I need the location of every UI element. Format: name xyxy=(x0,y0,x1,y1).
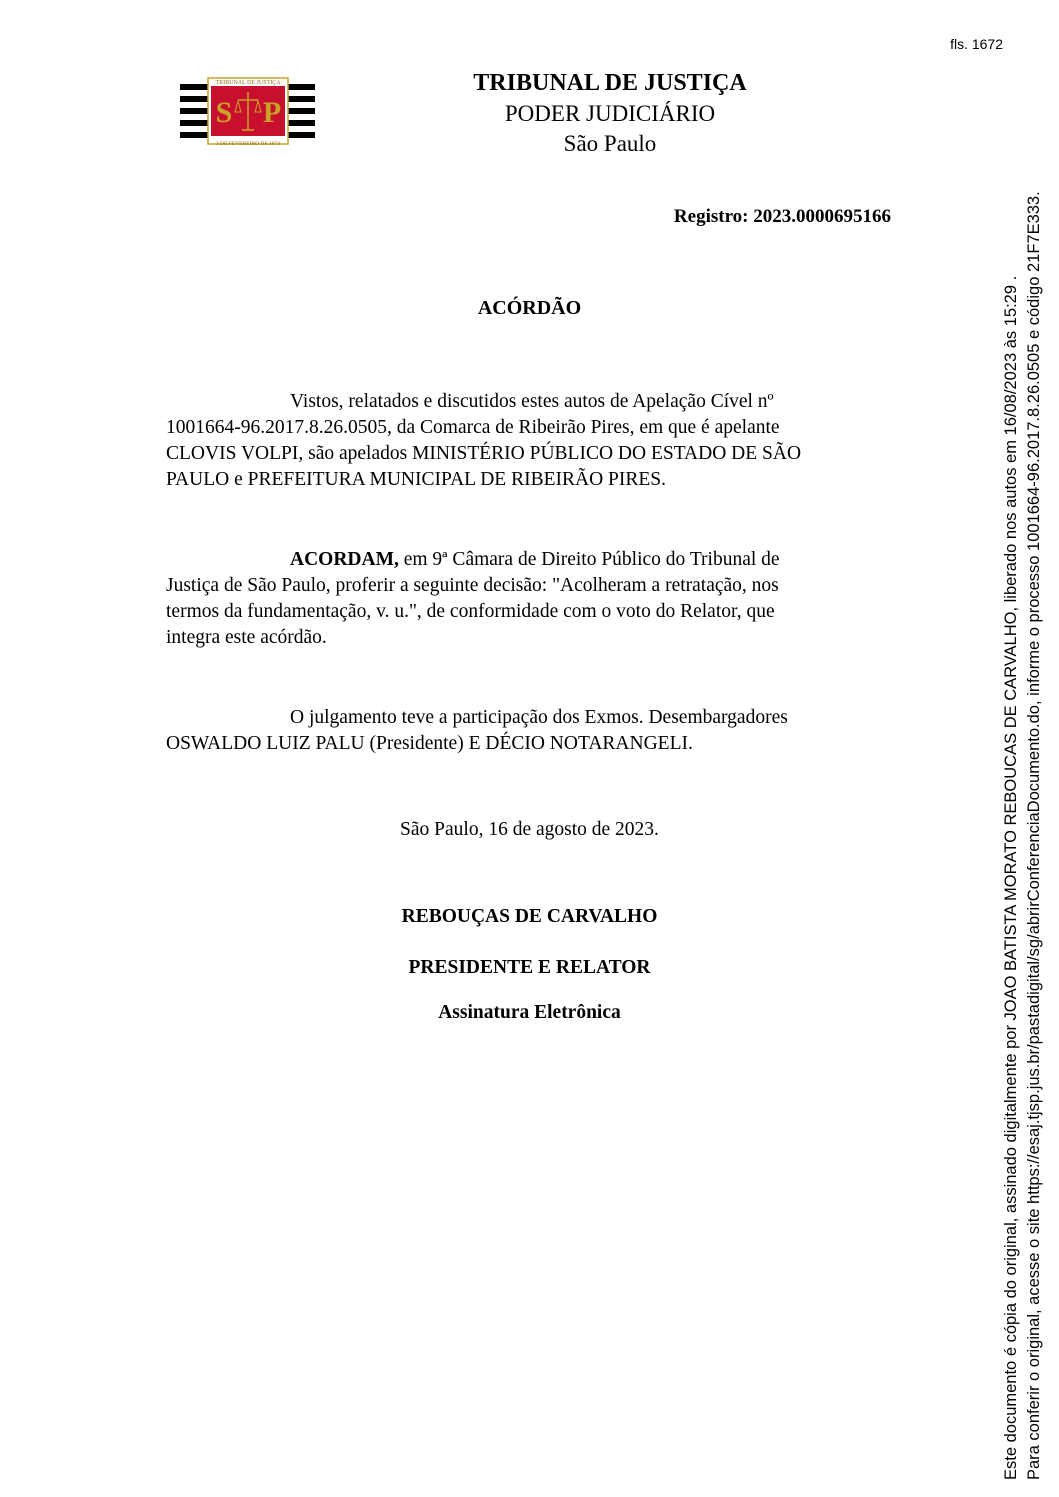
paragraph-line: termos da fundamentação, v. u.", de conformidade com o voto do Relator, que xyxy=(166,601,775,622)
paragraph-julgamento xyxy=(166,705,896,757)
paragraph-line: OSWALDO LUIZ PALU (Presidente) E DÉCIO NOTARANGELI. xyxy=(166,733,693,754)
judge-role: PRESIDENTE E RELATOR xyxy=(408,957,651,978)
paragraph-line: O julgamento teve a participação dos Exmos. Desembargadores xyxy=(290,707,788,728)
judiciary-name: PODER JUDICIÁRIO xyxy=(504,101,716,127)
judge-name: REBOUÇAS DE CARVALHO xyxy=(401,906,658,927)
city-name: São Paulo xyxy=(563,131,657,157)
paragraph-line: em 9ª Câmara de Direito Público do Tribunal de xyxy=(398,549,780,570)
emblem-top-text: TRIBUNAL DE JUSTIÇA xyxy=(215,80,281,86)
court-name: TRIBUNAL DE JUSTIÇA xyxy=(473,70,747,96)
acordam-lead: ACORDAM, xyxy=(290,549,399,570)
paragraph-line: CLOVIS VOLPI, são apelados MINISTÉRIO PÚBLICO DO ESTADO DE SÃO xyxy=(166,443,802,464)
paragraph-line: Vistos, relatados e discutidos estes autos de Apelação Cível nº xyxy=(290,391,774,412)
document-date: São Paulo, 16 de agosto de 2023. xyxy=(400,819,659,840)
emblem-letter-p: P xyxy=(262,96,282,129)
paragraph-acordam xyxy=(166,547,896,651)
paragraph-line: integra este acórdão. xyxy=(166,627,327,648)
page-number: fls. 1672 xyxy=(950,36,1003,52)
side-note-line-1: Este documento é cópia do original, assinado digitalmente por JOAO BATISTA MORATO REBOUCAS DE CARVALHO, liberado nos autos em 16/08/2023 às 15:29 . xyxy=(1002,275,1020,1480)
document-title: ACÓRDÃO xyxy=(477,297,582,319)
emblem-bottom-text: 3 DE FEVEREIRO DE 1874 xyxy=(215,141,281,147)
paragraph-line: Justiça de São Paulo, proferir a seguinte decisão: "Acolheram a retratação, nos xyxy=(166,575,779,596)
document-header xyxy=(430,68,790,159)
paragraph-line: PAULO e PREFEITURA MUNICIPAL DE RIBEIRÃO PIRES. xyxy=(166,469,667,490)
emblem-letter-s: S xyxy=(215,96,233,129)
digital-signature-note xyxy=(1000,191,1046,1480)
paragraph-line: 1001664-96.2017.8.26.0505, da Comarca de Ribeirão Pires, em que é apelante xyxy=(166,417,780,438)
court-emblem-logo xyxy=(180,70,315,150)
side-note-line-2: Para conferir o original, acesse o site https://esaj.tjsp.jus.br/pastadigital/sg/abrirConferenciaDocumento.do, informe o processo 1001664-96.2017.8.26.0505 e código 21F7E333. xyxy=(1025,191,1043,1480)
registry-number: Registro: 2023.0000695166 xyxy=(673,206,891,227)
paragraph-vistos xyxy=(166,389,896,493)
electronic-signature: Assinatura Eletrônica xyxy=(438,1002,621,1023)
